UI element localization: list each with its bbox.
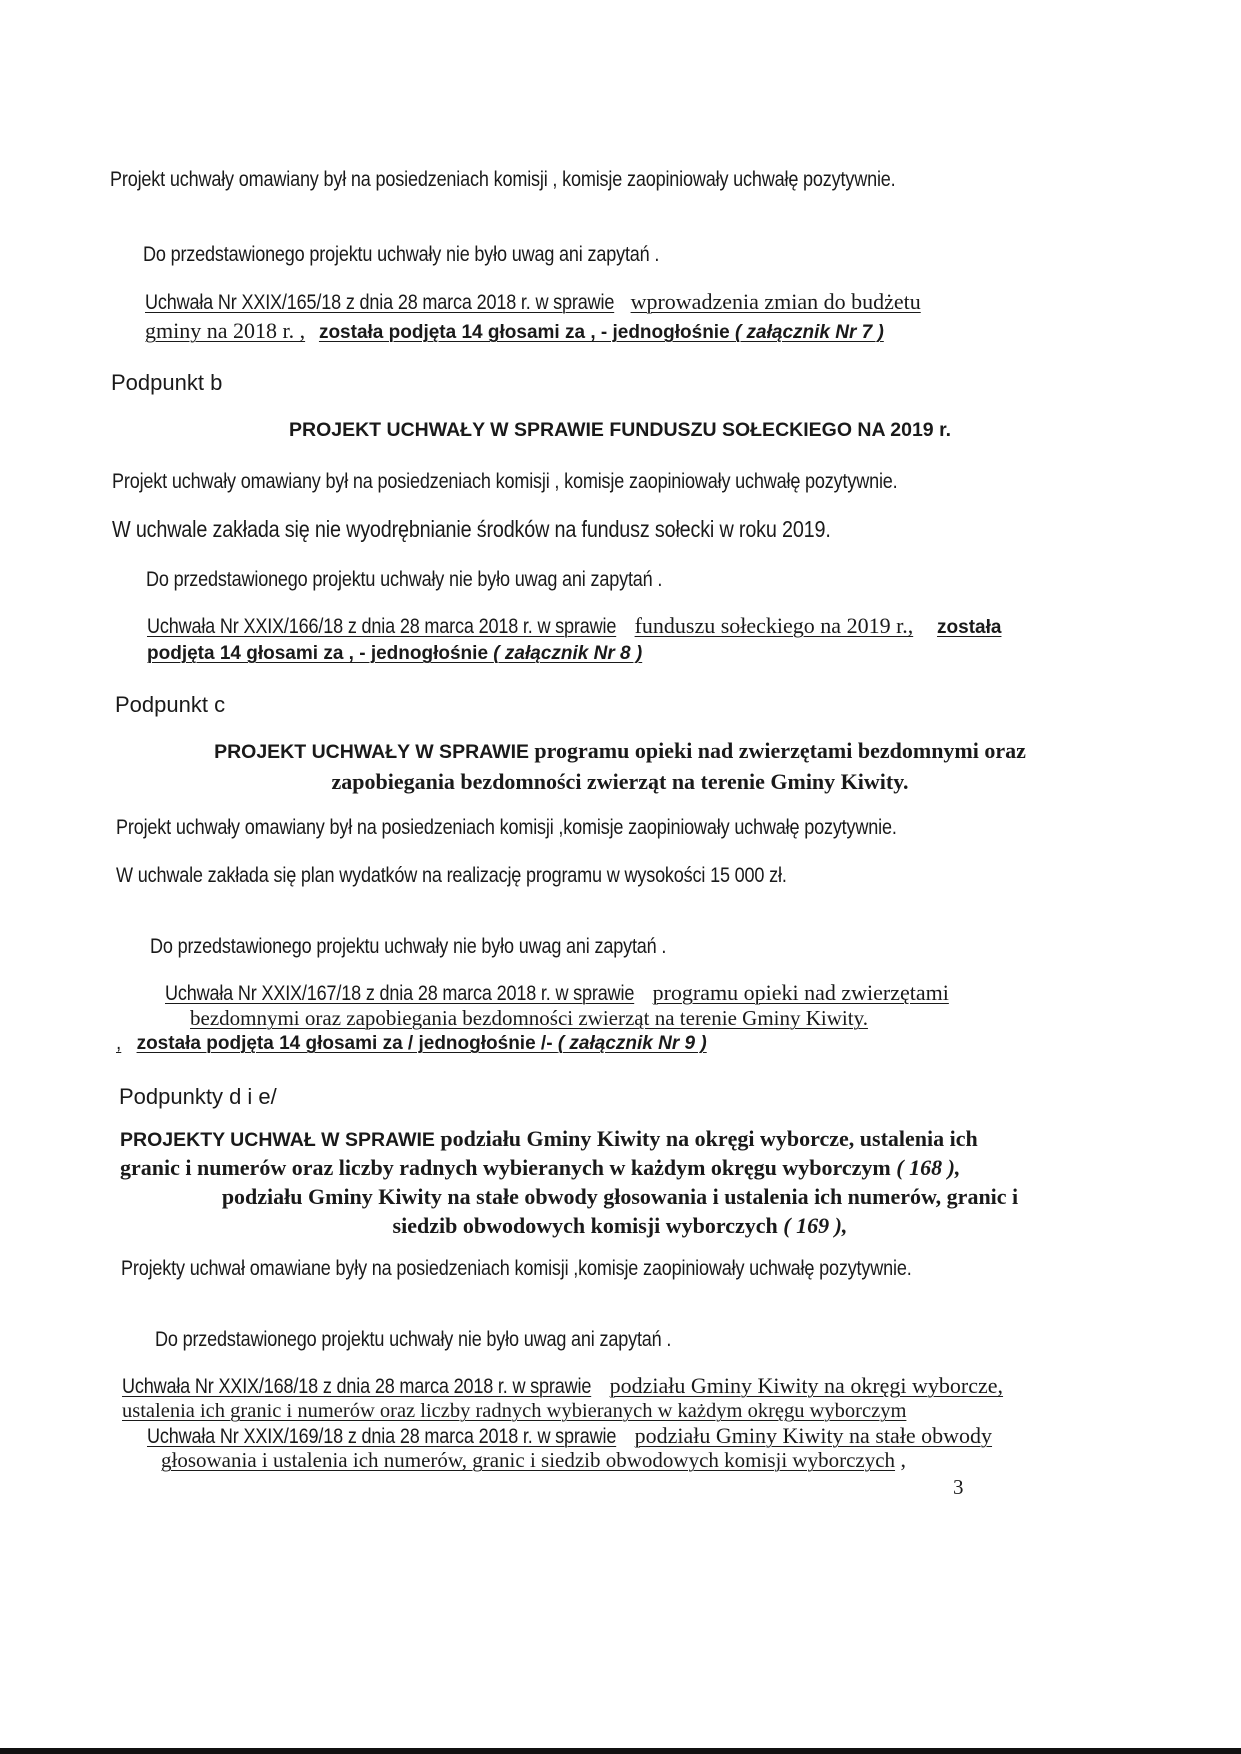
resolution-169-prefix: Uchwała Nr XXIX/169/18 z dnia 28 marca 2018 r. w sprawie <box>147 1425 617 1448</box>
resolution-169-trailing-comma: , <box>895 1447 907 1472</box>
subsection-de-heading-title-2: granic i numerów oraz liczby radnych wybieranych w każdym okręgu wyborczym <box>120 1155 897 1180</box>
resolution-165-prefix: Uchwała Nr XXIX/165/18 z dnia 28 marca 2018 r. w sprawie <box>145 291 615 314</box>
resolution-166-line2 <box>147 641 642 667</box>
resolution-169-line1 <box>147 1423 992 1450</box>
resolution-167-attachment: ( załącznik Nr 9 ) <box>557 1033 707 1054</box>
resolution-168-subject-cont: ustalenia ich granic i numerów oraz liczby radnych wybieranych w każdym okręgu wyborczym <box>122 1400 907 1422</box>
resolution-165-vote: została podjęta 14 głosami za , - jednogłośnie <box>318 322 735 343</box>
subsection-de-heading-title-3: podziału Gminy Kiwity na stałe obwody głosowania i ustalenia ich numerów, granic i <box>221 1184 1019 1209</box>
subsection-de-heading-line4 <box>110 1212 1130 1241</box>
resolution-167-subject-cont: bezdomnymi oraz zapobiegania bezdomności zwierząt na terenie Gminy Kiwity. <box>190 1006 868 1030</box>
subsection-c-heading <box>110 736 1130 798</box>
resolution-169-subject: podziału Gminy Kiwity na stałe obwody <box>634 1423 993 1448</box>
subsection-de-paragraph-opinion: Projekty uchwał omawiane były na posiedzeniach komisji ,komisje zaopiniowały uchwałę pozytywnie. <box>121 1257 912 1280</box>
resolution-165-line1 <box>145 289 921 316</box>
resolution-167-prefix: Uchwała Nr XXIX/167/18 z dnia 28 marca 2018 r. w sprawie <box>165 982 635 1005</box>
resolution-166-attachment: ( załącznik Nr 8 ) <box>493 643 643 664</box>
subsection-c-heading-prefix: PROJEKT UCHWAŁY W SPRAWIE <box>214 741 535 763</box>
resolution-166-line1 <box>147 613 1001 641</box>
subsection-c-paragraph-no-remarks: Do przedstawionego projektu uchwały nie było uwag ani zapytań . <box>150 935 667 958</box>
subsection-de-heading-line3 <box>110 1183 1130 1212</box>
subsection-de-heading-prefix: PROJEKTY UCHWAŁ W SPRAWIE <box>120 1129 441 1151</box>
subsection-de-heading-ref-169: ( 169 ), <box>783 1213 848 1238</box>
resolution-167-comma: , <box>116 1033 122 1054</box>
subsection-b-paragraph-opinion: Projekt uchwały omawiany był na posiedzeniach komisji , komisje zaopiniowały uchwałę pozytywnie. <box>112 470 898 493</box>
subsection-b-paragraph-no-remarks: Do przedstawionego projektu uchwały nie było uwag ani zapytań . <box>146 568 663 591</box>
paragraph-committee-opinion: Projekt uchwały omawiany był na posiedzeniach komisji , komisje zaopiniowały uchwałę pozytywnie. <box>110 168 896 191</box>
scan-bottom-edge <box>0 1748 1241 1754</box>
subsection-de-heading-ref-168: ( 168 ), <box>896 1155 961 1180</box>
resolution-165-subject: wprowadzenia zmian do budżetu <box>630 289 921 314</box>
resolution-168-prefix: Uchwała Nr XXIX/168/18 z dnia 28 marca 2018 r. w sprawie <box>122 1375 592 1398</box>
resolution-168-subject: podziału Gminy Kiwity na okręgi wyborcze, <box>609 1373 1004 1398</box>
subsection-de-paragraph-no-remarks: Do przedstawionego projektu uchwały nie było uwag ani zapytań . <box>155 1328 672 1351</box>
subsection-b-paragraph-budget: W uchwale zakłada się nie wyodrębnianie środków na fundusz sołecki w roku 2019. <box>112 516 831 542</box>
subsection-c-heading-title: programu opieki nad zwierzętami bezdomnymi oraz <box>534 738 1026 763</box>
resolution-166-subject: funduszu sołeckiego na 2019 r., <box>634 613 914 638</box>
page-number: 3 <box>953 1475 964 1499</box>
resolution-167-vote: została podjęta 14 głosami za / jednogłośnie /- <box>136 1033 558 1054</box>
subsection-c-heading-title-cont: zapobiegania bezdomności zwierząt na terenie Gminy Kiwity. <box>331 769 909 794</box>
resolution-166-vote-start: została <box>937 617 1002 638</box>
subsection-c-label: Podpunkt c <box>115 692 226 717</box>
subsection-de-heading-title: podziału Gminy Kiwity na okręgi wyborcze, ustalenia ich <box>440 1126 978 1151</box>
resolution-165-attachment: ( załącznik Nr 7 ) <box>734 322 884 343</box>
resolution-165-subject-cont: gminy na 2018 r. , <box>145 318 306 343</box>
subsection-b-label: Podpunkt b <box>111 370 223 395</box>
resolution-165-line2 <box>145 318 884 346</box>
paragraph-no-remarks: Do przedstawionego projektu uchwały nie było uwag ani zapytań . <box>143 243 660 266</box>
subsection-de-label: Podpunkty d i e/ <box>119 1084 277 1109</box>
subsection-c-paragraph-budget: W uchwale zakłada się plan wydatków na realizację programu w wysokości 15 000 zł. <box>116 864 787 887</box>
subsection-de-heading-title-4: siedzib obwodowych komisji wyborczych <box>392 1213 784 1238</box>
subsection-de-heading-line2 <box>110 1154 1130 1183</box>
resolution-168-line1 <box>122 1373 1003 1400</box>
resolution-167-subject: programu opieki nad zwierzętami <box>652 980 949 1005</box>
resolution-166-prefix: Uchwała Nr XXIX/166/18 z dnia 28 marca 2018 r. w sprawie <box>147 615 617 638</box>
resolution-169-line2 <box>161 1447 906 1474</box>
resolution-166-vote: podjęta 14 głosami za , - jednogłośnie <box>147 643 494 664</box>
subsection-de-heading-line1 <box>110 1125 1130 1154</box>
resolution-167-line1 <box>165 980 949 1007</box>
resolution-169-subject-cont: głosowania i ustalenia ich numerów, granic i siedzib obwodowych komisji wyborczych <box>161 1448 896 1472</box>
subsection-b-heading: PROJEKT UCHWAŁY W SPRAWIE FUNDUSZU SOŁECKIEGO NA 2019 r. <box>288 419 951 441</box>
subsection-de-heading <box>110 1125 1130 1241</box>
subsection-c-paragraph-opinion: Projekt uchwały omawiany był na posiedzeniach komisji ,komisje zaopiniowały uchwałę pozytywnie. <box>116 816 897 839</box>
resolution-167-line3 <box>116 1031 707 1057</box>
